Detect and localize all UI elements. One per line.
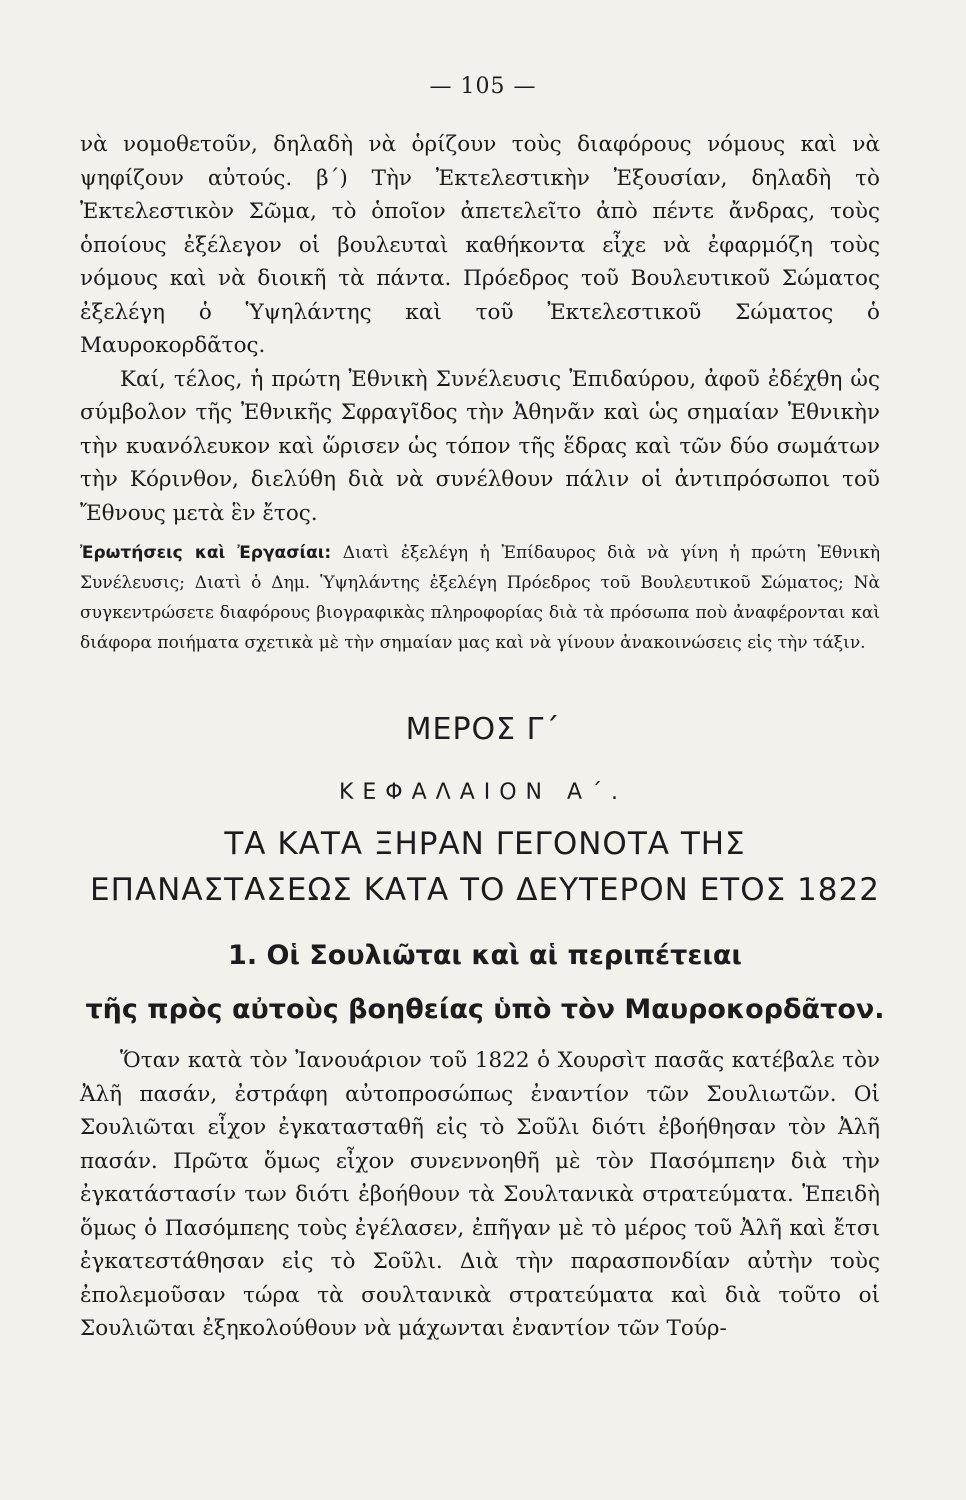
part-heading: ΜΕΡΟΣ Γ΄ bbox=[405, 712, 561, 747]
body-text-bottom bbox=[80, 1044, 880, 1346]
chapter-title-line1: ΤΑ ΚΑΤΑ ΞΗΡΑΝ ΓΕΓΟΝΟΤΑ ΤΗΣ bbox=[224, 826, 746, 862]
page-number: — 105 — bbox=[429, 74, 537, 99]
paragraph-souliotes: Ὅταν κατὰ τὸν Ἰανουάριον τοῦ 1822 ὁ Χουρσὶτ πασᾶς κατέβαλε τὸν Ἀλῆ πασάν, ἐστράφη αὐτοπροσώπως ἐναντίον τῶν Σουλιωτῶν. Οἱ Σουλιῶται εἶχον ἐγκατασταθῆ εἰς τὸ Σοῦλι διότι ἐβοήθησαν τὸν Ἀλῆ πασάν. Πρῶτα ὅμως εἶχον συνεννοηθῆ μὲ τὸν Πασόμπεην διὰ τὴν ἐγκατάστασίν των διότι ἐβοήθουν τὰ Σουλτανικὰ στρατεύματα. Ἐπειδὴ ὅμως ὁ Πασόμπεης τοὺς ἐγέλασεν, ἐπῆγαν μὲ τὸ μέρος τοῦ Ἀλῆ καὶ ἔτσι ἐγκατεστάθησαν εἰς τὸ Σοῦλι. Διὰ τὴν παρασπονδίαν αὐτὴν τοὺς ἐπολεμοῦσαν τώρα τὰ σουλτανικὰ στρατεύματα καὶ διὰ τοῦτο οἱ Σουλιῶται ἐξηκολούθουν νὰ μάχωνται ἐναντίον τῶν Τούρ- bbox=[80, 1048, 880, 1341]
chapter-title-line2: ΕΠΑΝΑΣΤΑΣΕΩΣ ΚΑΤΑ ΤΟ ΔΕΥΤΕΡΟΝ ΕΤΟΣ 1822 bbox=[90, 872, 880, 908]
questions-block bbox=[80, 538, 880, 658]
paragraph-assembly: Καί, τέλος, ἡ πρώτη Ἐθνικὴ Συνέλευσις Ἐπιδαύρου, ἀφοῦ ἐδέχθη ὡς σύμβολον τῆς Ἐθνικῆς Σφραγῖδος τὴν Ἀθηνᾶν καὶ ὡς σημαίαν Ἐθνικὴν τὴν κυανόλευκον καὶ ὥρισεν ὡς τόπον τῆς ἕδρας καὶ τῶν δύο σωμάτων τὴν Κόρινθον, διελύθη διὰ νὰ συνέλθουν πάλιν οἱ ἀντιπρόσωποι τοῦ Ἔθνους μετὰ ἓν ἔτος. bbox=[80, 366, 880, 526]
questions-label: Ἐρωτήσεις καὶ Ἐργασίαι: bbox=[80, 543, 332, 563]
questions-text: Διατὶ ἐξελέγη ἡ Ἐπίδαυρος διὰ νὰ γίνη ἡ πρώτη Ἐθνικὴ Συνέλευσις; Διατὶ ὁ Δημ. Ὑψηλάντης ἐξελέγη Πρόεδρος τοῦ Βουλευτικοῦ Σώματος; Νὰ συγκεντρώσετε διαφόρους βιογραφικὰς πληροφορίας διὰ τὰ πρόσωπα ποὺ ἀναφέρονται καὶ διάφορα ποιήματα σχετικὰ μὲ τὴν σημαίαν μας καὶ νὰ γίνουν ἀνακοινώσεις εἰς τὴν τάξιν. bbox=[80, 543, 881, 653]
section-title-line2: τῆς πρὸς αὐτοὺς βοηθείας ὑπὸ τὸν Μαυροκορδᾶτον. bbox=[85, 994, 885, 1025]
paragraph-legislative: νὰ νομοθετοῦν, δηλαδὴ νὰ ὁρίζουν τοὺς διαφόρους νόμους καὶ νὰ ψηφίζουν αὐτούς. β΄) Τὴν Ἐκτελεστικὴν Ἐξουσίαν, δηλαδὴ τὸ Ἐκτελεστικὸν Σῶμα, τὸ ὁποῖον ἀπετελεῖτο ἀπὸ πέντε ἄνδρας, τοὺς ὁποίους ἐξέλεγον οἱ βουλευταὶ καθήκοντα εἶχε νὰ ἐφαρμόζη τοὺς νόμους καὶ νὰ διοικῆ τὰ πάντα. Πρόεδρος τοῦ Βουλευτικοῦ Σώματος ἐξελέγη ὁ Ὑψηλάντης καὶ τοῦ Ἐκτελεστικοῦ Σώματος ὁ Μαυροκορδᾶτος. bbox=[80, 132, 880, 358]
body-text-top bbox=[80, 128, 880, 530]
chapter-heading: ΚΕΦΑΛΑΙΟΝ Α΄. bbox=[338, 780, 628, 805]
section-title-line1: 1. Οἱ Σουλιῶται καὶ αἱ περιπέτειαι bbox=[228, 940, 742, 971]
